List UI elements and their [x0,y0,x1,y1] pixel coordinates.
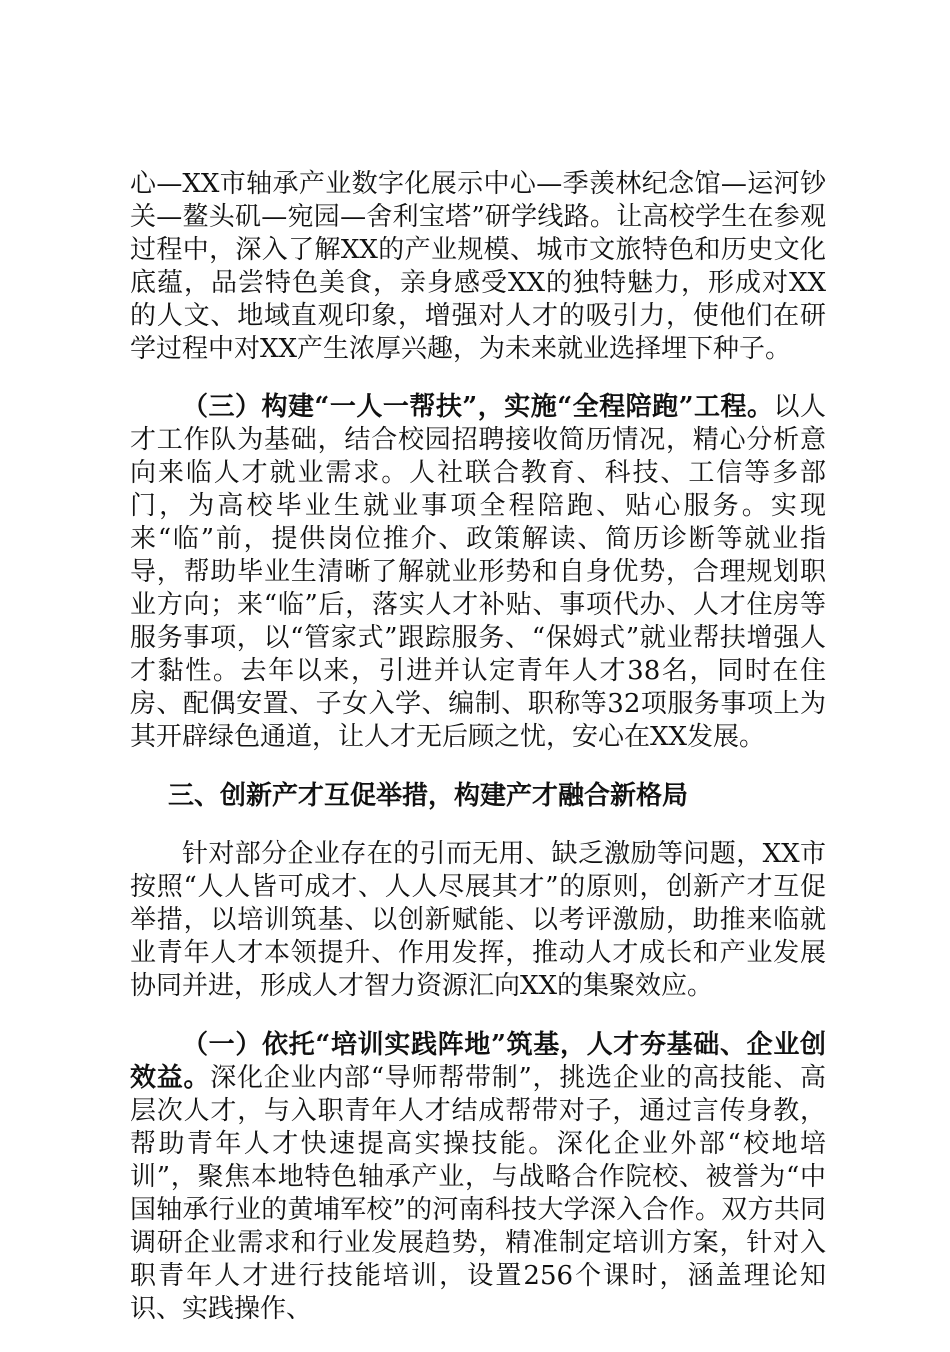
paragraph-intro [130,838,826,1003]
paragraph-continued [130,168,826,366]
paragraph-text: 深化企业内部“导师帮带制”，挑选企业的高技能、高层次人才，与入职青年人才结成帮带对子，通过言传身教，帮助青年人才快速提高实操技能。深化企业外部“校地培训”，聚焦本地特色轴承产业，与战略合作院校、被誉为“中国轴承行业的黄埔军校”的河南科技大学深入合作。双方共同调研企业需求和行业发展趋势，精准制定培训方案，针对入职青年人才进行技能培训，设置256个课时，涵盖理论知识、实践操作、 [130,1063,826,1324]
paragraph-lead-heading: （三）构建“一人一帮扶”，实施“全程陪跑”工程。 [182,392,774,422]
paragraph-text: 针对部分企业存在的引而无用、缺乏激励等问题，XX市按照“人人皆可成才、人人尽展其才”的原则，创新产才互促举措，以培训筑基、以创新赋能、以考评激励，助推来临就业青年人才本领提升、作用发挥，推动人才成长和产业发展协同并进，形成人才智力资源汇向XX的集聚效应。 [130,839,826,1001]
paragraph-lead-heading: （一）依托“培训实践阵地”筑基，人才夯基础、企业创效益。 [130,1030,826,1093]
paragraph-subsection-1 [130,1029,826,1326]
paragraph-section-3 [130,391,826,754]
paragraph-text: 以人才工作队为基础，结合校园招聘接收简历情况，精心分析意向来临人才就业需求。人社联合教育、科技、工信等多部门，为高校毕业生就业事项全程陪跑、贴心服务。实现来“临”前，提供岗位推介、政策解读、简历诊断等就业指导，帮助毕业生清晰了解就业形势和自身优势，合理规划职业方向；来“临”后，落实人才补贴、事项代办、人才住房等服务事项，以“管家式”跟踪服务、“保姆式”就业帮扶增强人才黏性。去年以来，引进并认定青年人才38名，同时在住房、配偶安置、子女入学、编制、职称等32项服务事项上为其开辟绿色通道，让人才无后顾之忧，安心在XX发展。 [130,392,826,752]
paragraph-text: 心—XX市轴承产业数字化展示中心—季羡林纪念馆—运河钞关—鳌头矶—宛园—舍利宝塔”研学线路。让高校学生在参观过程中，深入了解XX的产业规模、城市文旅特色和历史文化底蕴，品尝特色美食，亲身感受XX的独特魅力，形成对XX的人文、地域直观印象，增强对人才的吸引力，使他们在研学过程中对XX产生浓厚兴趣，为未来就业选择埋下种子。 [130,169,826,364]
document-body [130,168,826,1352]
section-heading: 三、创新产才互促举措，构建产才融合新格局 [168,781,689,811]
